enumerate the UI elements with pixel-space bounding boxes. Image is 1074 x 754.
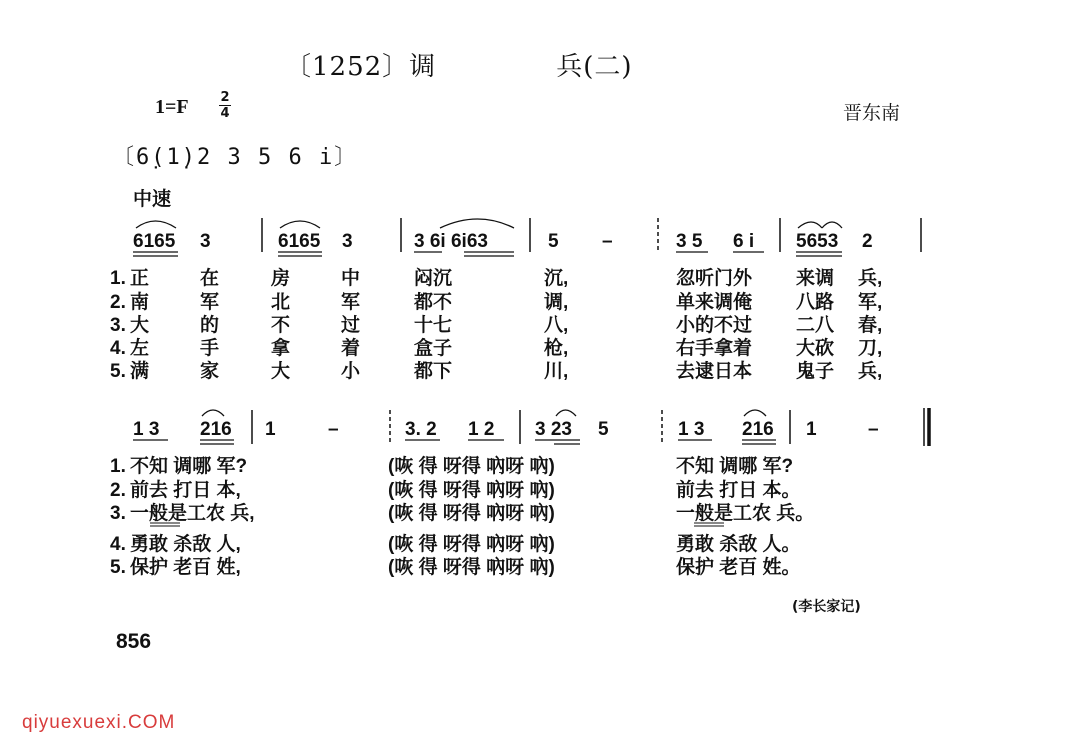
svg-text:大: 大 [271,361,291,382]
svg-text:房: 房 [271,268,291,289]
s1-note: 3 5 [676,231,703,252]
svg-text:二八: 二八 [796,315,835,336]
system2-barlines [252,408,929,446]
svg-text:4.: 4. [110,534,126,555]
s1-verse-num: 1. [110,268,126,289]
svg-text:满: 满 [130,361,150,382]
s2-note: 3 23 [535,419,572,440]
svg-text:(咴 得 呀得 吶呀 吶): (咴 得 呀得 吶呀 吶) [388,480,555,501]
svg-text:军: 军 [341,292,361,313]
system2-lyrics [110,454,814,578]
svg-text:右手拿着: 右手拿着 [676,338,753,359]
intro-notation: 〔6̣(1̣)2 3 5 6 i〕 [112,145,359,170]
title-part1: 调 [409,52,437,82]
s1-note: 6165 [133,231,176,252]
svg-text:3.: 3. [110,503,126,524]
system1-lyrics [110,266,882,382]
svg-text:八路: 八路 [796,292,835,313]
svg-text:刀,: 刀, [858,338,883,359]
svg-text:拿: 拿 [271,338,291,359]
s1-note: 2 [862,231,873,252]
svg-text:不: 不 [271,315,291,336]
svg-text:左: 左 [130,338,150,359]
s2-note: 1 2 [468,419,495,440]
svg-text:手: 手 [200,338,220,359]
svg-text:小的不过: 小的不过 [676,315,753,336]
svg-text:保护 老百 姓。: 保护 老百 姓。 [676,557,801,578]
svg-text:2.: 2. [110,480,126,501]
time-bottom: 4 [220,106,230,121]
s1-note: 6165 [278,231,321,252]
svg-text:大砍: 大砍 [796,338,835,359]
svg-text:小: 小 [341,361,361,382]
svg-text:南: 南 [130,292,150,313]
key-signature: 1=F [155,96,189,118]
svg-text:都下: 都下 [414,361,453,382]
svg-text:(咴 得 呀得 吶呀 吶): (咴 得 呀得 吶呀 吶) [388,503,555,524]
svg-text:勇敢 杀敌 人。: 勇敢 杀敌 人。 [676,534,801,555]
s1-note: 6 i [733,231,755,252]
svg-text:5.: 5. [110,361,126,382]
svg-text:去逮日本: 去逮日本 [676,361,753,382]
svg-text:八,: 八, [544,315,569,336]
svg-text:来调: 来调 [796,268,835,289]
s2-note: 216 [200,419,232,440]
s2-note: – [868,419,879,440]
svg-text:(咴 得 呀得 吶呀 吶): (咴 得 呀得 吶呀 吶) [388,534,555,555]
svg-text:保护 老百 姓,: 保护 老百 姓, [130,557,241,578]
svg-text:过: 过 [341,315,361,336]
time-top: 2 [220,90,230,105]
svg-text:(咴 得 呀得 吶呀 吶): (咴 得 呀得 吶呀 吶) [388,557,555,578]
svg-text:前去 打日 本,: 前去 打日 本, [130,480,241,501]
svg-text:川,: 川, [544,361,569,382]
svg-text:在: 在 [200,268,220,289]
page-number: 856 [116,630,152,653]
svg-text:调,: 调, [544,292,569,313]
svg-text:勇敢 杀敌 人,: 勇敢 杀敌 人, [130,534,241,555]
svg-text:的: 的 [200,315,220,336]
transcriber-credit: (李长家记) [792,599,861,615]
svg-text:中: 中 [341,268,361,289]
s2-note: 3. 2 [405,419,437,440]
region-label: 晋东南 [843,102,901,124]
svg-text:兵,: 兵, [858,361,883,382]
svg-text:大: 大 [130,315,150,336]
svg-text:盒子: 盒子 [414,338,453,359]
s1-note: 5653 [796,231,839,252]
svg-text:一般是工农 兵,: 一般是工农 兵, [130,503,255,524]
svg-text:单来调俺: 单来调俺 [676,292,753,313]
svg-text:都不: 都不 [414,292,453,313]
svg-text:着: 着 [341,338,361,359]
svg-text:家: 家 [200,361,220,382]
svg-text:春,: 春, [858,315,883,336]
song-number: 〔1252〕 [285,52,410,82]
svg-text:正: 正 [130,268,150,289]
svg-text:一般是工农 兵。: 一般是工农 兵。 [676,503,815,524]
svg-text:鬼子: 鬼子 [796,361,835,382]
s2-note: 1 [265,419,276,440]
svg-text:北: 北 [271,292,291,313]
svg-text:忽听门外: 忽听门外 [676,268,753,289]
s1-note: 3 6i 6i63 [414,231,488,252]
svg-text:闷沉: 闷沉 [414,268,453,289]
svg-text:枪,: 枪, [544,338,569,359]
s1-note: 5 [548,231,559,252]
s2-note: 216 [742,419,774,440]
watermark: qiyuexuexi.COM [22,712,176,733]
s1-note: – [602,231,613,252]
svg-text:兵,: 兵, [858,268,883,289]
svg-text:十七: 十七 [414,315,453,336]
svg-text:军: 军 [200,292,220,313]
tempo-marking: 中速 [133,188,172,210]
s1-note: 3 [200,231,211,252]
svg-text:不知 调哪 军?: 不知 调哪 军? [130,456,248,477]
title-part2: 兵(二) [556,52,633,82]
s2-note: 1 3 [133,419,160,440]
s1-note: 3 [342,231,353,252]
s2-note: – [328,419,339,440]
svg-text:沉,: 沉, [544,268,569,289]
svg-text:前去 打日 本。: 前去 打日 本。 [676,480,801,501]
svg-text:军,: 军, [858,292,883,313]
svg-text:4.: 4. [110,338,126,359]
s2-note: 5 [598,419,609,440]
svg-text:5.: 5. [110,557,126,578]
svg-text:2.: 2. [110,292,126,313]
svg-text:3.: 3. [110,315,126,336]
s2-note: 1 [806,419,817,440]
svg-text:(咴 得 呀得 吶呀 吶): (咴 得 呀得 吶呀 吶) [388,456,555,477]
svg-text:1.: 1. [110,456,126,477]
s2-note: 1 3 [678,419,705,440]
svg-text:不知 调哪 军?: 不知 调哪 军? [676,456,794,477]
